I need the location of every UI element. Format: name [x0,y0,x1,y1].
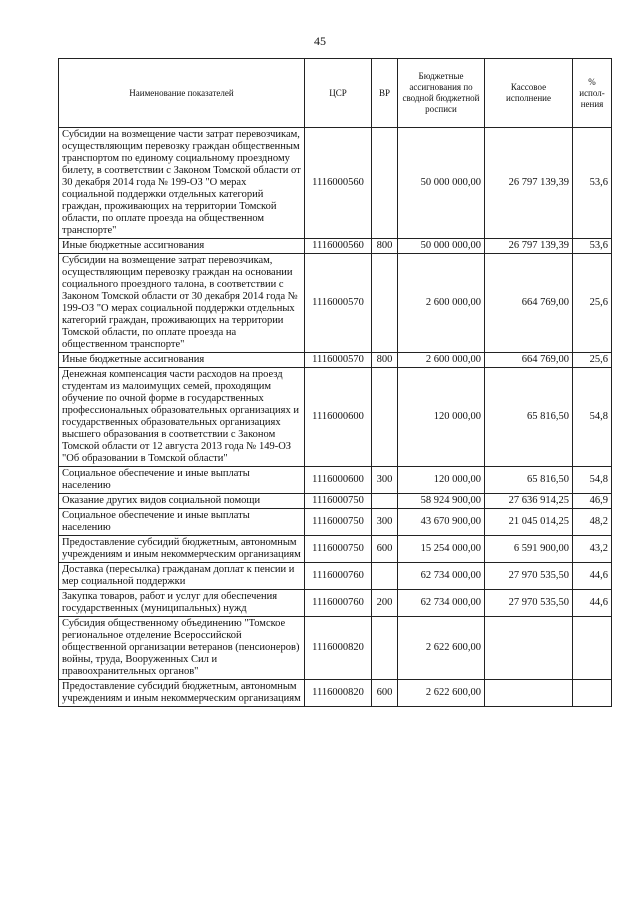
row-budget: 58 924 900,00 [398,494,485,509]
table-row [59,467,612,494]
row-budget: 2 600 000,00 [398,353,485,368]
table-row [59,563,612,590]
row-cash: 65 816,50 [485,368,573,467]
row-vr [372,617,398,680]
table-row [59,368,612,467]
row-budget: 2 622 600,00 [398,680,485,707]
row-name: Субсидия общественному объединению "Томское региональное отделение Всероссийской общественной организации ветеранов (пенсионеров) войны, труда, Вооруженных Сил и правоохранительных органов" [59,617,305,680]
header-percent: % испол-нения [573,59,612,128]
row-vr: 600 [372,536,398,563]
row-name: Предоставление субсидий бюджетным, автономным учреждениям и иным некоммерческим организациям [59,536,305,563]
row-name: Оказание других видов социальной помощи [59,494,305,509]
row-csr: 1116000820 [305,680,372,707]
table-row [59,536,612,563]
row-name: Социальное обеспечение и иные выплаты населению [59,509,305,536]
row-budget: 120 000,00 [398,368,485,467]
row-percent: 46,9 [573,494,612,509]
table-row [59,509,612,536]
row-name: Иные бюджетные ассигнования [59,353,305,368]
table-row [59,680,612,707]
row-vr: 600 [372,680,398,707]
row-cash: 664 769,00 [485,254,573,353]
row-csr: 1116000600 [305,467,372,494]
row-name: Субсидии на возмещение затрат перевозчикам, осуществляющим перевозку граждан на основании социального проездного талона, в соответствии с Законом Томской области от 30 декабря 2014 года № 199-ОЗ "О мерах социальной поддержки отдельных категорий граждан, проживающих на территории Томской области, по оплате проезда на общественном транспорте" [59,254,305,353]
row-csr: 1116000750 [305,494,372,509]
row-name: Социальное обеспечение и иные выплаты населению [59,467,305,494]
row-percent: 54,8 [573,467,612,494]
table-header-row [59,59,612,128]
row-cash: 6 591 900,00 [485,536,573,563]
header-budget: Бюджетные ассигнования по сводной бюджетной росписи [398,59,485,128]
row-cash: 27 636 914,25 [485,494,573,509]
row-vr: 800 [372,239,398,254]
row-cash: 21 045 014,25 [485,509,573,536]
row-vr [372,128,398,239]
table-row [59,617,612,680]
row-percent: 48,2 [573,509,612,536]
row-name: Субсидии на возмещение части затрат перевозчикам, осуществляющим перевозку граждан общественным транспортом по единому социальному проездному билету, в соответствии с Законом Томской области от 30 декабря 2014 года № 199-ОЗ "О мерах социальной поддержки отдельных категорий граждан, проживающих на территории Томской области, по оплате проезда на общественном транспорте" [59,128,305,239]
row-cash: 27 970 535,50 [485,563,573,590]
row-csr: 1116000750 [305,509,372,536]
row-vr [372,494,398,509]
row-vr [372,368,398,467]
row-vr: 200 [372,590,398,617]
row-name: Предоставление субсидий бюджетным, автономным учреждениям и иным некоммерческим организациям [59,680,305,707]
row-vr [372,563,398,590]
row-csr: 1116000560 [305,239,372,254]
row-budget: 15 254 000,00 [398,536,485,563]
row-csr: 1116000570 [305,254,372,353]
row-csr: 1116000560 [305,128,372,239]
row-cash [485,680,573,707]
table-row [59,239,612,254]
row-cash: 26 797 139,39 [485,128,573,239]
row-cash: 27 970 535,50 [485,590,573,617]
row-csr: 1116000760 [305,563,372,590]
header-name: Наименование показателей [59,59,305,128]
row-cash: 664 769,00 [485,353,573,368]
row-percent: 44,6 [573,563,612,590]
row-percent: 43,2 [573,536,612,563]
table-row [59,254,612,353]
header-cash: Кассовое исполнение [485,59,573,128]
row-name: Закупка товаров, работ и услуг для обеспечения государственных (муниципальных) нужд [59,590,305,617]
row-budget: 43 670 900,00 [398,509,485,536]
row-csr: 1116000760 [305,590,372,617]
row-name: Доставка (пересылка) гражданам доплат к пенсии и мер социальной поддержки [59,563,305,590]
row-percent: 44,6 [573,590,612,617]
table-row [59,590,612,617]
row-cash: 26 797 139,39 [485,239,573,254]
row-csr: 1116000600 [305,368,372,467]
page-number: 45 [314,34,326,48]
table-row [59,128,612,239]
header-csr: ЦСР [305,59,372,128]
row-percent: 25,6 [573,353,612,368]
row-percent [573,617,612,680]
row-budget: 2 600 000,00 [398,254,485,353]
row-csr: 1116000570 [305,353,372,368]
row-budget: 2 622 600,00 [398,617,485,680]
row-vr [372,254,398,353]
row-budget: 62 734 000,00 [398,563,485,590]
row-budget: 50 000 000,00 [398,128,485,239]
row-budget: 120 000,00 [398,467,485,494]
row-vr: 800 [372,353,398,368]
row-vr: 300 [372,509,398,536]
row-name: Иные бюджетные ассигнования [59,239,305,254]
row-vr: 300 [372,467,398,494]
row-percent: 53,6 [573,239,612,254]
row-csr: 1116000820 [305,617,372,680]
row-budget: 50 000 000,00 [398,239,485,254]
row-budget: 62 734 000,00 [398,590,485,617]
row-name: Денежная компенсация части расходов на проезд студентам из малоимущих семей, проходящим обучение по очной форме в государственных профессиональных образовательных организациях и государственных образовательных организациях высшего образования в соответствии с Законом Томской области от 12 августа 2013 года № 149-ОЗ "Об образовании в Томской области" [59,368,305,467]
row-cash [485,617,573,680]
row-percent [573,680,612,707]
table-row [59,494,612,509]
row-cash: 65 816,50 [485,467,573,494]
row-percent: 54,8 [573,368,612,467]
row-csr: 1116000750 [305,536,372,563]
row-percent: 25,6 [573,254,612,353]
table-row [59,353,612,368]
row-percent: 53,6 [573,128,612,239]
header-vr: ВР [372,59,398,128]
budget-table [58,58,612,707]
